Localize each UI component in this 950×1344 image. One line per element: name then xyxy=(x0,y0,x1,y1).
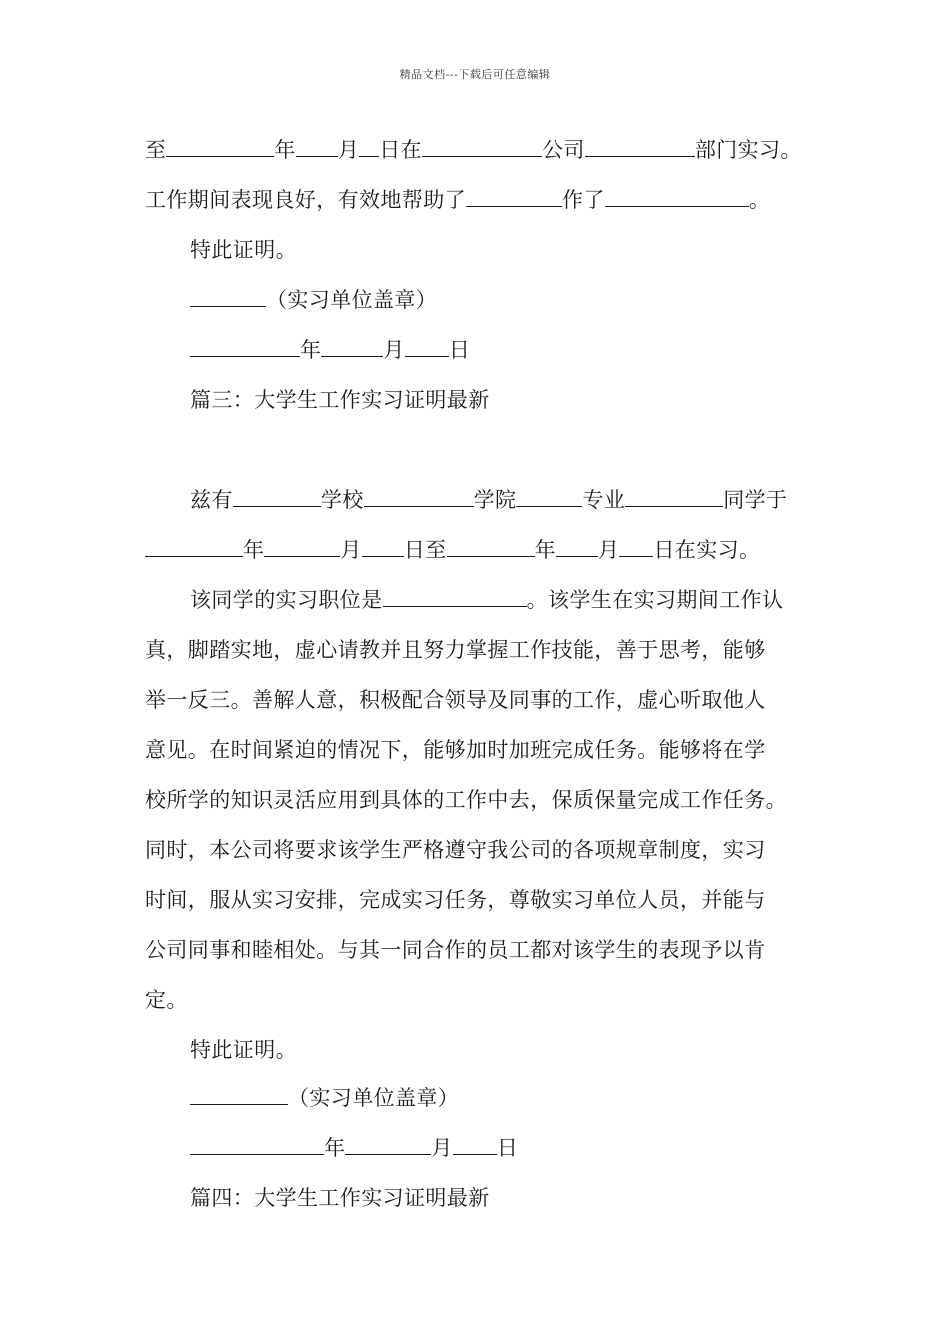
performance-line: 工作期间表现良好，有效地帮助了 作了 。 xyxy=(145,188,771,212)
date-line: 年 月 日 xyxy=(190,1134,518,1162)
body-line: 同时，本公司将要求该学生严格遵守我公司的各项规章制度，实习 xyxy=(145,838,766,862)
student-info-line: 兹有 学校 学院 专业 同学于 xyxy=(190,488,788,512)
internship-dates-line: 年 月 日至 年 月 日在实习。 xyxy=(145,536,760,564)
section-heading-4: 篇四：大学生工作实习证明最新 xyxy=(190,1186,490,1210)
certification-statement: 特此证明。 xyxy=(190,1038,297,1062)
body-line: 真，脚踏实地，虚心请教并且努力掌握工作技能，善于思考，能够 xyxy=(145,638,766,662)
seal-line: （实习单位盖章） xyxy=(190,286,437,314)
position-line: 该同学的实习职位是 。该学生在实习期间工作认 xyxy=(190,588,784,612)
body-line: 校所学的知识灵活应用到具体的工作中去，保质保量完成工作任务。 xyxy=(145,788,787,812)
body-line: 时间，服从实习安排，完成实习任务，尊敬实习单位人员，并能与 xyxy=(145,888,766,912)
body-line: 举一反三。善解人意，积极配合领导及同事的工作，虚心听取他人 xyxy=(145,688,766,712)
body-line: 定。 xyxy=(145,988,188,1012)
date-line: 年 月 日 xyxy=(190,336,470,364)
body-line: 公司同事和睦相处。与其一同合作的员工都对该学生的表现予以肯 xyxy=(145,938,766,962)
page-header: 精品文档---下载后可任意编辑 xyxy=(399,68,551,81)
internship-period-line: 至 年 月 日在 公司 部门实习。 xyxy=(145,138,802,162)
seal-line: （实习单位盖章） xyxy=(190,1084,459,1112)
certification-statement: 特此证明。 xyxy=(190,238,297,262)
body-line: 意见。在时间紧迫的情况下，能够加时加班完成任务。能够将在学 xyxy=(145,738,766,762)
section-heading-3: 篇三：大学生工作实习证明最新 xyxy=(190,388,490,412)
